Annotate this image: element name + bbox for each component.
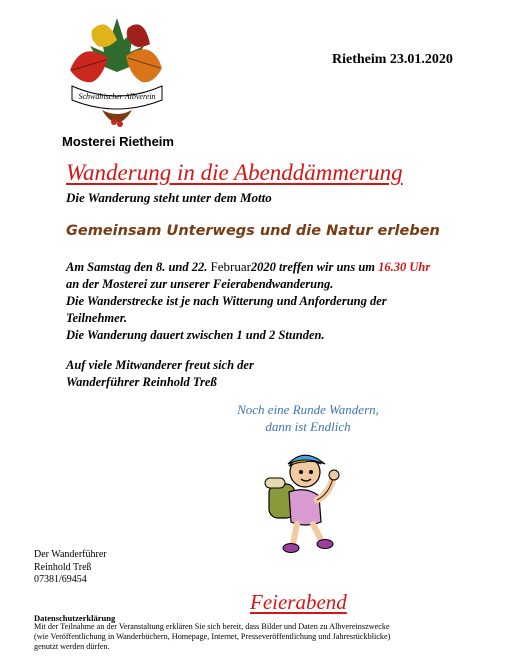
privacy-line-1: Mit der Teilnahme an der Veranstaltung erklären Sie sich bereit, dass Bilder und Daten zu Albvereinszwecke bbox=[34, 622, 390, 631]
description-line-5: Die Wanderung dauert zwischen 1 und 2 Stunden. bbox=[66, 328, 325, 342]
date-line: Rietheim 23.01.2020 bbox=[332, 52, 453, 67]
contact-phone: 07381/69454 bbox=[34, 574, 87, 585]
closing-text bbox=[66, 357, 254, 391]
description-line-2: an der Mosterei zur unserer Feierabendwanderung. bbox=[66, 277, 334, 291]
tagline-line-1: Noch eine Runde Wandern, bbox=[237, 402, 379, 417]
event-subtitle: Die Wanderung steht unter dem Motto bbox=[66, 190, 272, 205]
event-description bbox=[66, 258, 466, 344]
privacy-text bbox=[34, 622, 494, 652]
contact-role: Der Wanderführer bbox=[34, 549, 107, 560]
org-name: Mosterei Rietheim bbox=[62, 134, 174, 149]
privacy-heading: Datenschutzerklärung bbox=[34, 613, 116, 623]
privacy-line-3: genutzt werden dürfen. bbox=[34, 642, 110, 651]
meeting-time: 16.30 Uhr bbox=[378, 260, 431, 274]
privacy-line-2: (wie Veröffentlichung in Wanderbüchern, Homepage, Internet, Presseveröffentlichung und Jahresrückblicke) bbox=[34, 632, 391, 641]
contact-name: Reinhold Treß bbox=[34, 561, 92, 573]
hiker-girl-illustration bbox=[255, 448, 350, 556]
contact-block bbox=[34, 549, 107, 587]
event-motto: Gemeinsam Unterwegs und die Natur erleben bbox=[66, 223, 440, 239]
closing-line-1: Auf viele Mitwanderer freut sich der bbox=[66, 358, 254, 372]
logo-banner-text: Schwäbischer Albverein bbox=[78, 92, 156, 101]
closing-line-2: Wanderführer Reinhold Treß bbox=[66, 375, 217, 389]
month-text: Februar bbox=[210, 259, 251, 274]
meeting-text: 2020 treffen wir uns um bbox=[250, 260, 376, 274]
event-title: Wanderung in die Abenddämmerung bbox=[66, 160, 403, 185]
tagline bbox=[228, 401, 388, 435]
description-line-1 bbox=[66, 258, 466, 276]
tagline-line-2: dann ist Endlich bbox=[265, 419, 351, 434]
description-line-4: Teilnehmer. bbox=[66, 311, 128, 325]
description-line-3: Die Wanderstrecke ist je nach Witterung und Anforderung der bbox=[66, 294, 387, 308]
feierabend-heading: Feierabend bbox=[250, 590, 347, 614]
date-text: Am Samstag den 8. und 22. bbox=[66, 260, 208, 274]
albverein-leaves-logo bbox=[62, 10, 172, 135]
